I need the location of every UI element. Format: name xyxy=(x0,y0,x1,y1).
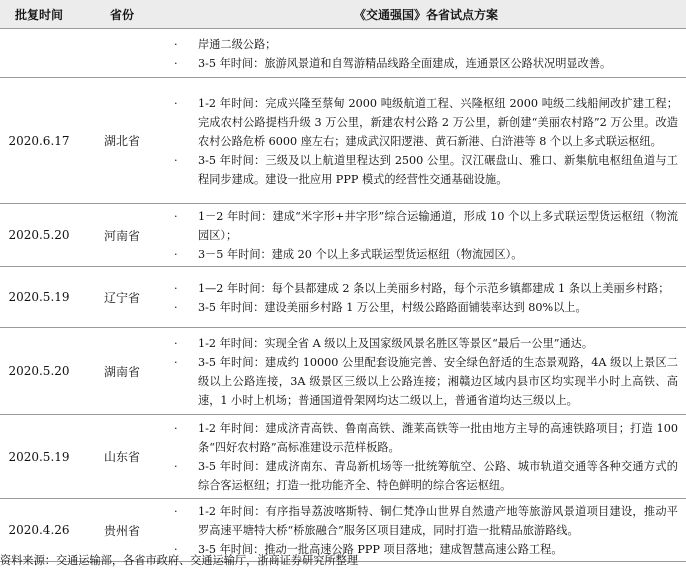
province-cell: 山东省 xyxy=(78,415,166,499)
bullet-icon: · xyxy=(174,355,178,369)
plan-item-text: 3-5 年时间：旅游风景道和自驾游精品线路全面建成，连通景区公路状况明显改善。 xyxy=(198,56,612,70)
plan-cell xyxy=(166,415,686,499)
plan-item xyxy=(174,94,678,151)
province-cell xyxy=(78,29,166,78)
approval-date-cell: 2020.4.26 xyxy=(0,499,78,562)
bullet-icon: · xyxy=(174,422,178,435)
plan-item xyxy=(174,457,678,495)
province-cell: 辽宁省 xyxy=(78,267,166,328)
table-header xyxy=(0,0,686,29)
plan-item xyxy=(174,298,678,317)
bullet-icon: · xyxy=(174,300,178,314)
plan-item xyxy=(174,353,678,410)
table-row xyxy=(0,328,686,415)
approval-date-cell: 2020.5.19 xyxy=(0,415,78,499)
approval-date-cell xyxy=(0,29,78,78)
plan-item xyxy=(174,419,678,457)
plan-item-text: 1—2 年时间：每个县都建成 2 条以上美丽乡村路，每个示范乡镇都建成 1 条以上美丽乡村路； xyxy=(198,281,670,295)
plan-item-text: 3-5 年时间：建成约 10000 公里配套设施完善、安全绿色舒适的生态景观路，4A 级以上景区二级以上公路连接，3A 级景区三级以上公路连接；湘赣边区域内县市区均实现半小时上高铁、高速，1 小时上机场；普通国道骨架网均达二级以上，普通省道均达三级以上。 xyxy=(198,355,678,407)
plan-item xyxy=(174,207,678,245)
table-row xyxy=(0,29,686,78)
bullet-icon: · xyxy=(174,281,178,295)
province-cell: 湖南省 xyxy=(78,328,166,415)
header-pilot-plan: 《交通强国》各省试点方案 xyxy=(166,0,686,29)
bullet-icon: · xyxy=(174,248,178,261)
source-note: 资料来源：交通运输部，各省市政府、交通运输厅，浙商证券研究所整理 xyxy=(0,554,359,567)
plan-item xyxy=(174,35,678,54)
plan-item xyxy=(174,279,678,298)
approval-date-cell: 2020.5.19 xyxy=(0,267,78,328)
table-row xyxy=(0,78,686,204)
table-row xyxy=(0,267,686,328)
table-row xyxy=(0,415,686,499)
plan-cell xyxy=(166,29,686,78)
plan-cell xyxy=(166,328,686,415)
bullet-icon: · xyxy=(174,543,178,556)
plan-item-text: 1-2 年时间：建成济青高铁、鲁南高铁、潍莱高铁等一批由地方主导的高速铁路项目；打造 100 条“四好农村路”高标准建设示范样板路。 xyxy=(198,422,678,454)
plan-item xyxy=(174,502,678,540)
province-cell: 贵州省 xyxy=(78,499,166,562)
plan-item-text: 岸通二级公路； xyxy=(198,37,277,51)
plan-item-text: 3-5 年时间：建设美丽乡村路 1 万公里，村级公路路面铺装率达到 80%以上。 xyxy=(198,300,587,314)
plan-item-text: 3－5 年时间：建成 20 个以上多式联运型货运枢纽（物流园区）。 xyxy=(198,248,523,261)
plan-item-text: 1－2 年时间：建成“米字形+井字形”综合运输通道，形成 10 个以上多式联运型货运枢纽（物流园区）； xyxy=(198,210,678,242)
plan-item-text: 1-2 年时间：实现全省 A 级以上及国家级风景名胜区等景区“最后一公里”通达。 xyxy=(198,336,594,350)
bullet-icon: · xyxy=(174,153,178,167)
bullet-icon: · xyxy=(174,37,178,51)
plan-item xyxy=(174,54,678,73)
plan-cell xyxy=(166,204,686,267)
table-row xyxy=(0,204,686,267)
bullet-icon: · xyxy=(174,210,178,223)
province-cell: 湖北省 xyxy=(78,78,166,204)
plan-cell xyxy=(166,78,686,204)
plan-item-text: 1-2 年时间：完成兴隆至蔡甸 2000 吨级航道工程、兴隆枢纽 2000 吨级二线船闸改扩建工程；完成农村公路提档升级 3 万公里，新建农村公路 2 万公里，新创建“美丽农村路”2 万公里。改造农村公路危桥 6000 座左右；建成武汉阳逻港、黄石新港、白浒港等 8 个以上多式联运枢纽。 xyxy=(198,96,678,148)
approval-date-cell: 2020.5.20 xyxy=(0,204,78,267)
plan-cell xyxy=(166,267,686,328)
plan-item-text: 3-5 年时间：建成济南东、青岛新机场等一批统筹航空、公路、城市轨道交通等各种交通方式的综合客运枢纽；打造一批功能齐全、特色鲜明的综合客运枢纽。 xyxy=(198,460,678,492)
plan-item xyxy=(174,334,678,353)
bullet-icon: · xyxy=(174,336,178,350)
bullet-icon: · xyxy=(174,56,178,70)
bullet-icon: · xyxy=(174,460,178,473)
header-approval-date: 批复时间 xyxy=(0,0,78,29)
plan-item-text: 3-5 年时间：三级及以上航道里程达到 2500 公里。汉江碾盘山、雅口、新集航电枢纽鱼道与工程同步建成。建设一批应用 PPP 模式的经营性交通基础设施。 xyxy=(198,153,678,186)
approval-date-cell: 2020.5.20 xyxy=(0,328,78,415)
header-row xyxy=(0,0,686,29)
bullet-icon: · xyxy=(174,505,178,518)
bullet-icon: · xyxy=(174,96,178,110)
province-cell: 河南省 xyxy=(78,204,166,267)
header-province: 省份 xyxy=(78,0,166,29)
plan-item-text: 1-2 年时间：有序指导荔波喀斯特、铜仁梵净山世界自然遗产地等旅游风景道项目建设，推动平罗高速平塘特大桥“桥旅融合”服务区项目建成，同时打造一批精品旅游路线。 xyxy=(198,505,678,537)
approval-date-cell: 2020.6.17 xyxy=(0,78,78,204)
plan-item xyxy=(174,151,678,189)
plan-item xyxy=(174,245,678,264)
plan-item-text: 3-5 年时间：推动一批高速公路 PPP 项目落地；建成智慧高速公路工程。 xyxy=(198,543,563,556)
table-body xyxy=(0,29,686,562)
